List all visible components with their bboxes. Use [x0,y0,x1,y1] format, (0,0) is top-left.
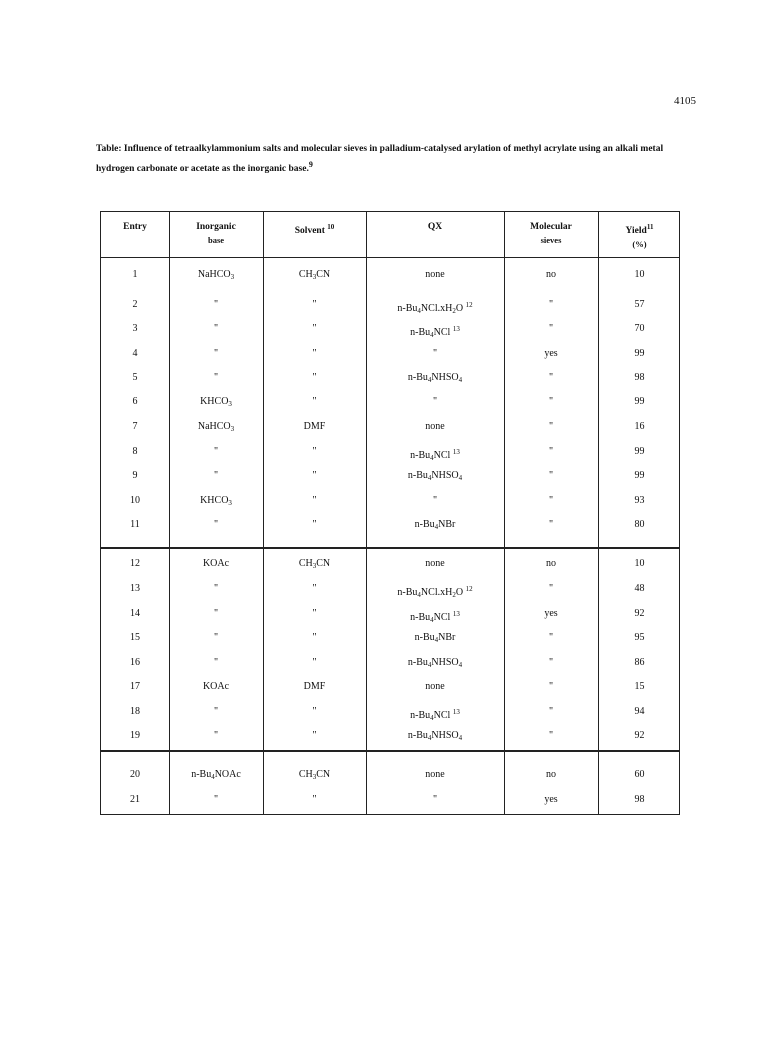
cell-yield: 70 [634,323,645,334]
cell-qx: none [425,269,445,280]
cell-entry: 7 [132,421,138,432]
cell-solvent: DMF [303,421,326,432]
cell-inorganic-base: " [213,519,219,530]
cell-molecular-sieves: " [548,372,554,383]
cell-molecular-sieves: " [548,470,554,481]
cell-qx: $n-Bu_4NCl.xH_2O$ $^{12}$ [397,585,473,599]
cell-entry: 15 [130,632,140,643]
cell-yield: 95 [634,632,645,643]
cell-qx: none [425,681,445,692]
cell-solvent: " [312,372,317,383]
cell-entry: 2 [132,299,138,310]
cell-entry: 17 [130,681,140,692]
cell-molecular-sieves: " [548,681,554,692]
cell-entry: 3 [132,323,138,334]
cell-inorganic-base: " [213,470,219,481]
cell-qx: $n-Bu_4NCl$ $^{13}$ [410,448,460,462]
cell-inorganic-base: $KHCO_3$ [200,495,232,507]
cell-molecular-sieves: " [548,730,554,741]
cell-entry: 16 [130,657,140,668]
cell-solvent: " [312,323,317,334]
cell-inorganic-base: NaHCO$_3$ [197,269,235,281]
cell-inorganic-base: " [213,446,219,457]
cell-yield: 15 [634,681,645,692]
cell-solvent: " [312,396,317,407]
caption-footnote-ref: 9 [308,160,313,169]
cell-inorganic-base: " [213,348,219,359]
cell-solvent: " [312,446,317,457]
cell-solvent: " [312,299,317,310]
header-yield [598,221,681,250]
header-solvent-label: Solvent [294,226,325,236]
cell-solvent: " [312,657,317,668]
cell-yield: 10 [634,269,645,280]
cell-solvent: " [312,706,317,717]
header-yield-unit: (%) [632,239,647,249]
cell-entry: 14 [130,608,140,619]
cell-molecular-sieves: " [548,446,554,457]
cell-qx: $n-Bu_4NBr$ [414,519,456,531]
cell-inorganic-base: $n-Bu_4NOAc$ [191,769,241,781]
cell-molecular-sieves: yes [544,608,558,619]
cell-inorganic-base: " [213,632,219,643]
cell-yield: 92 [634,608,645,619]
cell-molecular-sieves: no [546,769,556,780]
cell-inorganic-base: " [213,299,219,310]
header-yield-label: Yield [625,226,647,236]
header-solvent [263,221,366,237]
cell-yield: 99 [634,470,645,481]
cell-entry: 18 [130,706,140,717]
cell-inorganic-base: " [213,657,219,668]
cell-inorganic-base: NaHCO$_3$ [197,421,235,433]
cell-yield: 48 [634,583,645,594]
cell-qx: " [432,396,438,407]
cell-yield: 60 [634,769,645,780]
header-base-line2: base [207,235,225,245]
section-rule [101,547,679,549]
cell-yield: 99 [634,396,645,407]
cell-qx: $n-Bu_4NHSO_4$ [407,470,463,482]
cell-entry: 20 [130,769,140,780]
cell-molecular-sieves: yes [544,348,558,359]
cell-solvent: " [312,470,317,481]
cell-qx: none [425,421,445,432]
cell-yield: 86 [634,657,645,668]
cell-entry: 13 [130,583,140,594]
cell-molecular-sieves: no [546,269,556,280]
cell-entry: 19 [130,730,140,741]
cell-inorganic-base: " [213,323,219,334]
header-base-line1: Inorganic [196,222,236,232]
cell-yield: 93 [634,495,645,506]
cell-molecular-sieves: " [548,299,554,310]
page-number: 4105 [674,95,696,107]
cell-entry: 9 [132,470,138,481]
cell-qx: $n-Bu_4NCl$ $^{13}$ [410,325,460,339]
cell-molecular-sieves: " [548,495,554,506]
cell-solvent: " [312,730,317,741]
cell-qx: $n-Bu_4NHSO_4$ [407,657,463,669]
cell-solvent: " [312,583,317,594]
cell-solvent: " [312,608,317,619]
cell-qx: $n-Bu_4NCl$ $^{13}$ [410,708,460,722]
cell-entry: 5 [132,372,138,383]
cell-molecular-sieves: " [548,519,554,530]
cell-qx: $n-Bu_4NHSO_4$ [407,372,463,384]
cell-solvent: $CH_3CN$ [298,269,331,281]
cell-qx: $n-Bu_4NCl.xH_2O$ $^{12}$ [397,301,473,315]
cell-inorganic-base: $KHCO_3$ [200,396,232,408]
cell-solvent: " [312,632,317,643]
cell-inorganic-base: " [213,730,219,741]
cell-entry: 10 [130,495,140,506]
cell-solvent: " [312,348,317,359]
cell-qx: $n-Bu_4NBr$ [414,632,456,644]
cell-inorganic-base: KOAc [202,558,230,569]
header-entry: Entry [123,222,147,232]
cell-qx: $n-Bu_4NHSO_4$ [407,730,463,742]
cell-molecular-sieves: " [548,632,554,643]
cell-yield: 98 [634,794,645,805]
cell-entry: 12 [130,558,140,569]
cell-solvent: " [312,519,317,530]
cell-yield: 80 [634,519,645,530]
cell-molecular-sieves: no [546,558,556,569]
cell-solvent: $CH_3CN$ [298,558,331,570]
table-caption [96,142,696,177]
header-sieves-line1: Molecular [530,222,572,232]
cell-qx: none [425,769,445,780]
section-rule [101,750,679,752]
cell-yield: 92 [634,730,645,741]
cell-inorganic-base: " [213,794,219,805]
cell-entry: 21 [130,794,140,805]
cell-molecular-sieves: yes [544,794,558,805]
cell-entry: 8 [132,446,138,457]
header-molecular-sieves [504,221,598,246]
cell-yield: 57 [634,299,645,310]
cell-molecular-sieves: " [548,396,554,407]
cell-inorganic-base: KOAc [202,681,230,692]
cell-molecular-sieves: " [548,421,554,432]
cell-entry: 11 [130,519,140,530]
cell-inorganic-base: " [213,608,219,619]
cell-inorganic-base: " [213,706,219,717]
cell-qx: " [432,495,438,506]
cell-molecular-sieves: " [548,583,554,594]
cell-qx: " [432,794,438,805]
cell-entry: 6 [132,396,138,407]
header-sieves-line2: sieves [540,235,562,245]
header-qx: QX [427,222,443,232]
cell-yield: 10 [634,558,645,569]
cell-yield: 99 [634,446,645,457]
cell-entry: 1 [132,269,138,280]
cell-molecular-sieves: " [548,657,554,668]
cell-entry: 4 [132,348,138,359]
caption-text: Table: Influence of tetraalkylammonium salts and molecular sieves in palladium-catalysed arylation of methyl acrylate using an alkali metal hydrogen carbonate or acetate as the inorganic base. [96,144,664,174]
cell-yield: 99 [634,348,645,359]
cell-solvent: " [312,495,317,506]
cell-qx: $n-Bu_4NCl$ $^{13}$ [410,610,460,624]
cell-inorganic-base: " [213,372,219,383]
cell-solvent: DMF [303,681,326,692]
cell-solvent: $CH_3CN$ [298,769,331,781]
cell-qx: " [432,348,438,359]
cell-molecular-sieves: " [548,323,554,334]
results-table [100,211,680,815]
header-inorganic-base [169,221,263,246]
cell-yield: 98 [634,372,645,383]
header-yield-note: 11 [646,223,654,231]
cell-yield: 16 [634,421,645,432]
header-rule [101,257,679,258]
cell-molecular-sieves: " [548,706,554,717]
cell-inorganic-base: " [213,583,219,594]
cell-qx: none [425,558,445,569]
header-solvent-note: 10 [327,223,335,231]
cell-solvent: " [312,794,317,805]
cell-yield: 94 [634,706,645,717]
